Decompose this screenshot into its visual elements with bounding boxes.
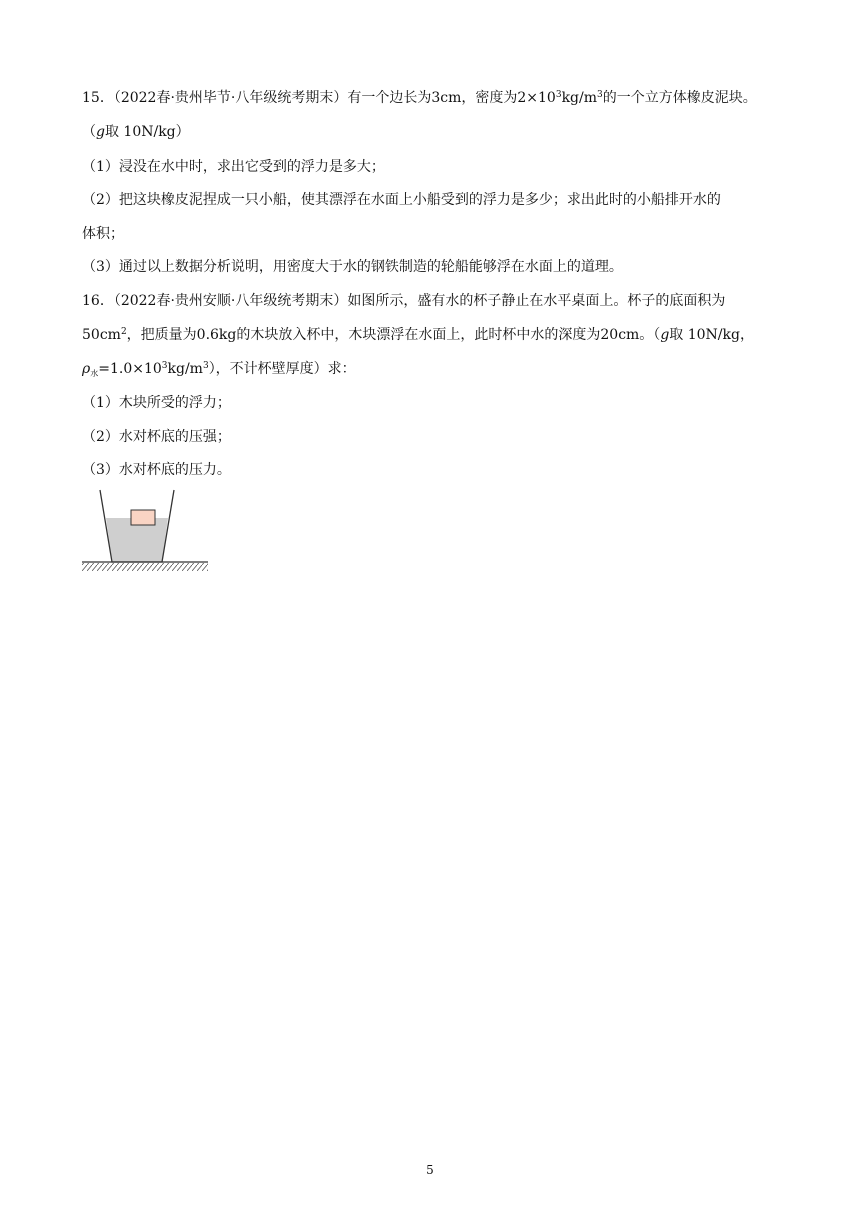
q16-line-3: $\rho_水=1.0\times 10^3kg/m^3$），不计杯壁厚度）求：	[82, 361, 356, 378]
q16-line-1: 16．（2022春·贵州安顺·八年级统考期末）如图所示，盛有水的杯子静止在水平桌面上。杯子的底面积为	[82, 293, 726, 309]
q15-part-2: （2）把这块橡皮泥捏成一只小船，使其漂浮在水面上小船受到的浮力是多少；求出此时的小船排开水的	[82, 192, 721, 208]
q16-part-1: （1）木块所受的浮力；	[82, 395, 231, 411]
q16-part-3: （3）水对杯底的压力。	[82, 462, 231, 478]
q15-line-2: （g取 10N/kg）	[82, 124, 190, 140]
q15-part-2-cont: 体积；	[82, 226, 124, 242]
q15-part-3: （3）通过以上数据分析说明，用密度大于水的钢铁制造的轮船能够浮在水面上的道理。	[82, 259, 623, 275]
wooden-block	[131, 510, 155, 525]
q15-part-1: （1）浸没在水中时，求出它受到的浮力是多大；	[82, 159, 385, 175]
page-number: 5	[426, 1163, 434, 1177]
q16-part-2: （2）水对杯底的压强；	[82, 429, 231, 445]
q16-line-2: $50cm^2$，把质量为0.6kg的木块放入杯中，木块漂浮在水面上，此时杯中水的深度为20cm。（g取 10N/kg，	[82, 327, 754, 343]
q15-line-1: 15．（2022春·贵州毕节·八年级统考期末）有一个边长为3cm，密度为$2\times 10^3kg/m^3$的一个立方体橡皮泥块。	[82, 90, 757, 106]
table-hatching	[82, 563, 208, 571]
cup-figure	[82, 487, 212, 577]
